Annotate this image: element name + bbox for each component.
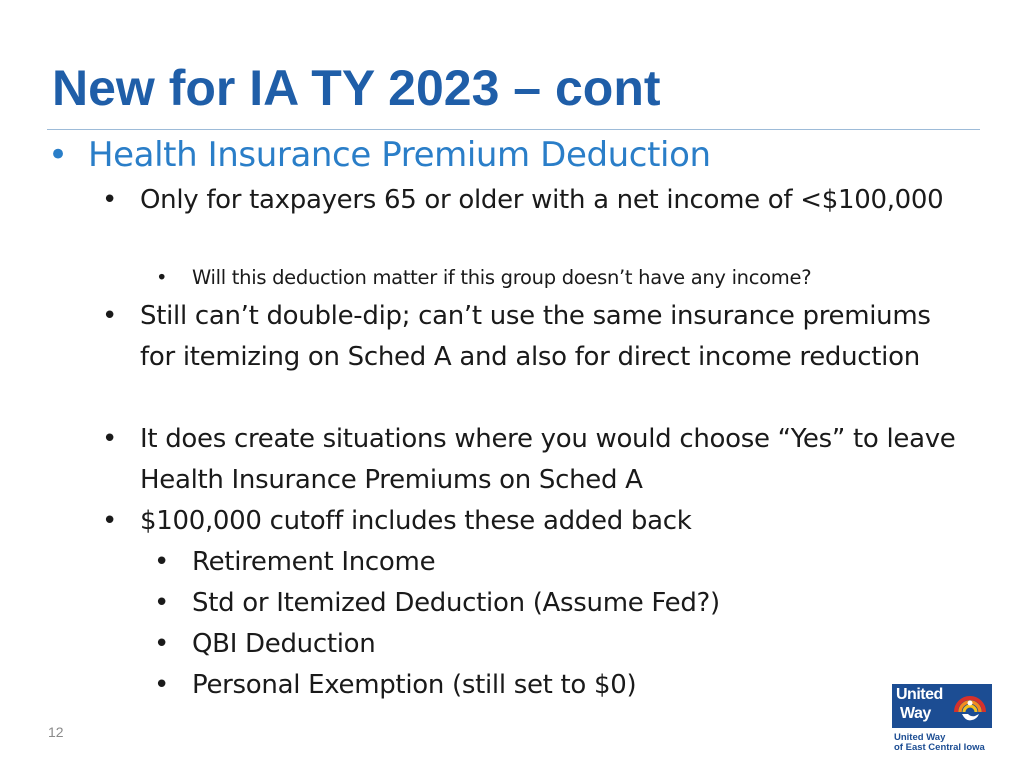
bullet-marker: • — [102, 185, 118, 215]
bullet-marker: • — [154, 588, 170, 618]
bullet-item — [154, 624, 952, 665]
united-way-hand-rainbow-icon — [950, 686, 990, 726]
bullet-marker: • — [154, 670, 170, 700]
bullet-item — [102, 501, 960, 542]
united-way-logo — [892, 684, 992, 754]
bullet-text: $100,000 cutoff includes these added back — [140, 506, 692, 536]
bullet-marker: • — [48, 135, 68, 175]
bullet-item — [102, 419, 960, 501]
bullet-text: Retirement Income — [192, 547, 436, 577]
logo-text-way: Way — [900, 705, 931, 722]
bullet-item — [156, 263, 962, 293]
bullet-text: Will this deduction matter if this group doesn’t have any income? — [192, 266, 812, 289]
bullet-marker: • — [102, 424, 118, 454]
bullet-item — [102, 180, 960, 221]
logo-text-united: United — [896, 686, 943, 703]
bullet-text: Health Insurance Premium Deduction — [88, 135, 711, 175]
bullet-marker: • — [156, 266, 168, 289]
bullet-text: Only for taxpayers 65 or older with a net income of <$100,000 — [140, 185, 944, 215]
bullet-item — [154, 583, 952, 624]
bullet-marker: • — [102, 506, 118, 536]
bullet-text: Personal Exemption (still set to $0) — [192, 670, 637, 700]
bullet-marker: • — [102, 301, 118, 331]
bullet-item — [154, 542, 952, 583]
logo-caption: of East Central Iowa — [894, 742, 985, 753]
bullet-text: Still can’t double-dip; can’t use the same insurance premiums for itemizing on Sched A and also for direct income reduction — [140, 301, 931, 372]
bullet-marker: • — [154, 629, 170, 659]
bullet-marker: • — [154, 547, 170, 577]
bullet-text: QBI Deduction — [192, 629, 376, 659]
bullet-text: It does create situations where you would choose “Yes” to leave Health Insurance Premiums on Sched A — [140, 424, 956, 495]
bullet-item — [48, 132, 808, 178]
page-number: 12 — [48, 724, 64, 740]
bullet-item — [154, 665, 952, 706]
logo-caption: United Way — [894, 732, 946, 743]
title-divider — [47, 129, 980, 130]
bullet-text: Std or Itemized Deduction (Assume Fed?) — [192, 588, 720, 618]
logo-box — [892, 684, 992, 728]
slide-title: New for IA TY 2023 – cont — [52, 60, 661, 116]
bullet-item — [102, 296, 960, 378]
